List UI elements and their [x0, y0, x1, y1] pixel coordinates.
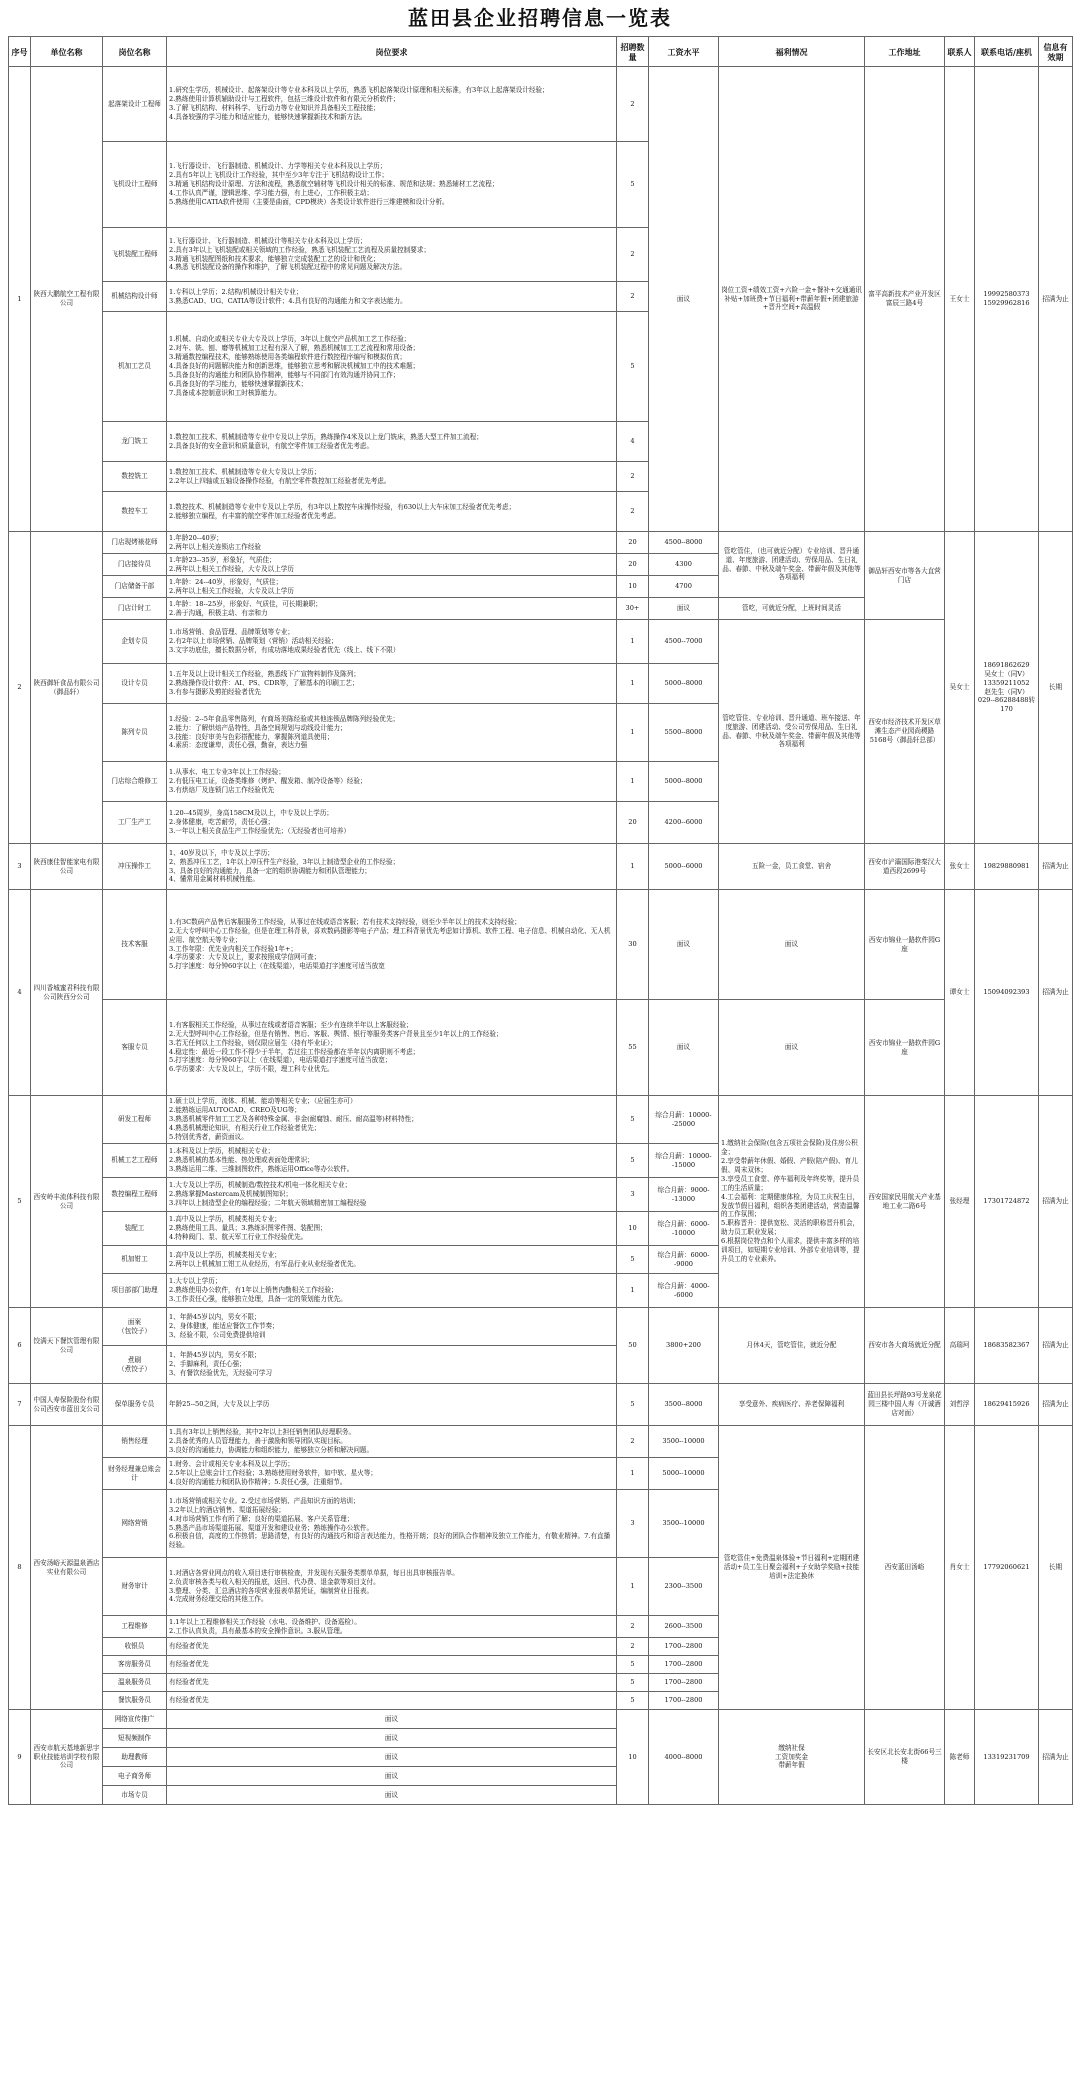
- job-requirements: 1.本科及以上学历，机械相关专业； 2.熟悉机械的基本性能、热处理或表面处理常识； 3.熟练运用二维、三维制图软件，熟练运用Office等办公软件。: [167, 1144, 617, 1178]
- job-name: 机械结构设计师: [103, 282, 167, 312]
- salary: 综合月薪：6000--10000: [649, 1212, 719, 1246]
- table-body: [9, 67, 1073, 1805]
- job-requirements: 有经验者优先: [167, 1674, 617, 1692]
- company-name: 西安岭丰流体科技有限公司: [31, 1096, 103, 1308]
- salary: 3800+200: [649, 1308, 719, 1384]
- work-address: 御品轩西安市等各大直营门店: [865, 532, 945, 620]
- job-requirements: 1.具有3年以上销售经验，其中2年以上担任销售团队经理职务。 2.具备优秀的人员管理能力，善于激励和领导团队实现目标。 3.良好的沟通能力，协调能力和组织能力，能够独立分析和解决问题。: [167, 1426, 617, 1458]
- job-count: 2: [617, 1616, 649, 1638]
- job-requirements: 1.大专以上学历； 2.熟练使用办公软件，有1年以上销售内勤相关工作经验； 3.工作责任心强，能够独立处理，具备一定的策划能力优先。: [167, 1274, 617, 1308]
- job-name: 短视频制作: [103, 1729, 167, 1748]
- salary: 4700: [649, 576, 719, 598]
- job-name: 项目部部门助理: [103, 1274, 167, 1308]
- work-address: 西安市锦业一路软件园G座: [865, 1000, 945, 1096]
- welfare: 管吃，可就近分配，上班时间灵活: [719, 598, 865, 620]
- job-count: 10: [617, 1710, 649, 1805]
- work-address: 西安市浐灞国际港秦汉大道西段2699号: [865, 844, 945, 890]
- header-row: [9, 37, 1073, 67]
- job-name: 财务审计: [103, 1558, 167, 1616]
- work-address: 西安市经济技术开发区草滩生态产业园尚稷路5168号（御品轩总部）: [865, 620, 945, 844]
- job-count: 2: [617, 282, 649, 312]
- job-name: 企划专员: [103, 620, 167, 664]
- job-count: 2: [617, 1638, 649, 1656]
- job-count: 1: [617, 620, 649, 664]
- salary: 2300--3500: [649, 1558, 719, 1616]
- job-requirements: 面议: [167, 1710, 617, 1729]
- work-address: 西安蓝田汤峪: [865, 1426, 945, 1710]
- welfare: 管吃管住+免费温泉体验+节日福利+定期团建活动+员工生日聚会福利+子女助学奖励+技能培训+法定换休: [719, 1426, 865, 1710]
- job-name: 客房服务员: [103, 1656, 167, 1674]
- contact-phone: 17301724872: [975, 1096, 1039, 1308]
- job-count: 10: [617, 576, 649, 598]
- job-count: 5: [617, 1384, 649, 1426]
- validity: 招满为止: [1039, 1384, 1073, 1426]
- job-requirements: 1.经验：2--5年食品零售陈列，有商场美陈经验或其他连锁品牌陈列经验优先； 2.能力：了解烘焙产品特性，具备空间规划与动线设计能力； 3.技能：良好审美与色彩搭配能力，掌握陈列道具使用； 4.素质：态度谦卑，责任心强，勤奋，表达力强: [167, 704, 617, 762]
- job-requirements: 1.年龄：24--40岁，形象好，气质佳； 2.两年以上相关工作经验，大专及以上学历: [167, 576, 617, 598]
- contact-person: 陈老师: [945, 1710, 975, 1805]
- job-requirements: 1.年龄23--35岁，形象好，气质佳； 2.两年以上相关工作经验，大专及以上学历: [167, 554, 617, 576]
- contact-person: 张经理: [945, 1096, 975, 1308]
- table-cell: 9: [9, 1710, 31, 1805]
- job-count: 2: [617, 228, 649, 282]
- job-name: 研发工程师: [103, 1096, 167, 1144]
- contact-phone: 18683582367: [975, 1308, 1039, 1384]
- salary: 综合月薪：6000--9000: [649, 1246, 719, 1274]
- job-count: 20: [617, 802, 649, 844]
- job-name: 龙门铣工: [103, 422, 167, 462]
- job-count: 5: [617, 1246, 649, 1274]
- validity: 招满为止: [1039, 844, 1073, 890]
- job-name: 数控编程工程师: [103, 1178, 167, 1212]
- job-name: 技术客服: [103, 890, 167, 1000]
- table-row: [9, 844, 1073, 890]
- job-requirements: 1、年龄45岁以内，男女不限； 2、身体健康，能适应餐饮工作节奏； 3、经验不限，公司免费提供培训: [167, 1308, 617, 1346]
- contact-phone: 18629415926: [975, 1384, 1039, 1426]
- job-count: 2: [617, 1426, 649, 1458]
- salary: 5000--6000: [649, 844, 719, 890]
- salary: 5500--8000: [649, 704, 719, 762]
- job-name: 收银员: [103, 1638, 167, 1656]
- job-name: 门店储备干部: [103, 576, 167, 598]
- job-requirements: 1.对酒店各营业网点的收入项目进行审核检查，并发现有关服务类票单单据，每日出具审核报告单。 2.负责审核各类与收入相关的报底，返回、代办费、退金款等项目支付。 3.整理、分类、汇总酒店的各项营业报表单据凭证，编制营业日报表。 4.完成财务经理交给的其他工作。: [167, 1558, 617, 1616]
- job-count: 20: [617, 532, 649, 554]
- job-requirements: 年龄25--50之间，大专及以上学历: [167, 1384, 617, 1426]
- salary: 面议: [649, 598, 719, 620]
- job-name: 数控车工: [103, 492, 167, 532]
- job-name: 飞机设计工程师: [103, 142, 167, 228]
- job-requirements: 1.20--45周岁，身高158CM及以上，中专及以上学历； 2.身体健康，吃苦耐劳，责任心强； 3.一年以上相关食品生产工作经验优先；（无经验者也可培养）: [167, 802, 617, 844]
- job-count: 2: [617, 462, 649, 492]
- table-row: [9, 1384, 1073, 1426]
- job-requirements: 面议: [167, 1748, 617, 1767]
- contact-person: 谭女士: [945, 890, 975, 1096]
- job-count: 1: [617, 1274, 649, 1308]
- job-name: 煮刷 （煮饺子）: [103, 1346, 167, 1384]
- salary: 5000--10000: [649, 1458, 719, 1490]
- contact-phone: 19829880981: [975, 844, 1039, 890]
- welfare: 1.缴纳社会保险(包含五项社会保险)及住房公积金； 2.享受带薪年休假、婚假、产假(陪产假)、育儿假、周末双休； 3.享受员工食堂、停车福利及年终奖等，提升员工的生活质量； 4.工会福利：定期健康体检，为员工庆祝生日，发放节假日福利，组织各类团建活动，营造温馨的工作氛围； 5.职称晋升：提供宽松、灵活的职称晋升机会，助力员工职业发展； 6.根据岗位特点和个人需求，提供丰富多样的培训项目，如短期专业培训、外部专业培训等，提升员工的专业素养。: [719, 1096, 865, 1308]
- header-cell: 联系人: [945, 37, 975, 67]
- header-cell: 工资水平: [649, 37, 719, 67]
- table-row: [9, 67, 1073, 142]
- salary: 1700--2800: [649, 1638, 719, 1656]
- welfare: 面议: [719, 890, 865, 1000]
- salary: 3500--10000: [649, 1426, 719, 1458]
- job-name: 销售经理: [103, 1426, 167, 1458]
- job-count: 55: [617, 1000, 649, 1096]
- job-count: 20: [617, 554, 649, 576]
- job-name: 门店接待员: [103, 554, 167, 576]
- job-name: 冲压操作工: [103, 844, 167, 890]
- table-cell: 3: [9, 844, 31, 890]
- table-cell: 2: [9, 532, 31, 844]
- header-cell: 序号: [9, 37, 31, 67]
- job-name: 温泉服务员: [103, 1674, 167, 1692]
- header-cell: 福利情况: [719, 37, 865, 67]
- job-count: 10: [617, 1212, 649, 1246]
- job-count: 1: [617, 664, 649, 704]
- job-name: 数控铣工: [103, 462, 167, 492]
- company-name: 西安汤峪天源温泉酒店实业有限公司: [31, 1426, 103, 1710]
- job-count: 3: [617, 1178, 649, 1212]
- job-requirements: 1.从事水、电工专业3年以上工作经验； 2.有低压电工证，设备类维修（烤炉、醒发箱、制冷设备等）经验； 3.有烘焙厂及连锁门店工作经验优先: [167, 762, 617, 802]
- job-name: 设计专员: [103, 664, 167, 704]
- job-requirements: 有经验者优先: [167, 1656, 617, 1674]
- header-cell: 单位名称: [31, 37, 103, 67]
- table-cell: 5: [9, 1096, 31, 1308]
- job-count: 50: [617, 1308, 649, 1384]
- company-name: 陕西大鹏航空工程有限公司: [31, 67, 103, 532]
- table-row: [9, 620, 1073, 664]
- contact-person: 高瑞珂: [945, 1308, 975, 1384]
- contact-person: 吴女士: [945, 532, 975, 844]
- job-name: 陈列专员: [103, 704, 167, 762]
- table-row: [9, 1000, 1073, 1096]
- salary: 面议: [649, 1000, 719, 1096]
- job-requirements: 面议: [167, 1729, 617, 1748]
- job-requirements: 1.年龄20--40岁； 2.两年以上相关连锁店工作经验: [167, 532, 617, 554]
- table-cell: 8: [9, 1426, 31, 1710]
- job-count: 5: [617, 1144, 649, 1178]
- work-address: 西安国家民用航天产业基地工业二路6号: [865, 1096, 945, 1308]
- job-name: 门店综合维修工: [103, 762, 167, 802]
- job-count: 1: [617, 1558, 649, 1616]
- job-count: 2: [617, 492, 649, 532]
- job-requirements: 有经验者优先: [167, 1692, 617, 1710]
- job-name: 装配工: [103, 1212, 167, 1246]
- job-requirements: 1、40岁及以下，中专及以上学历； 2、熟悉冲压工艺，1年以上冲压件生产经验，3年以上制造型企业的工作经验； 3、具备良好的沟通能力，具备一定的组织协调能力和团队管理能力； 4、懂常用金属材料机械性能。: [167, 844, 617, 890]
- job-name: 市场专员: [103, 1786, 167, 1805]
- job-requirements: 1.大专及以上学历，机械制造/数控技术/机电一体化相关专业； 2.熟练掌握Mastercam及机械制图知识； 3.四年以上制造型企业的编程经验；二年航天领域精密加工编程经验: [167, 1178, 617, 1212]
- work-address: 西安市锦业一路软件园G座: [865, 890, 945, 1000]
- job-requirements: 1.数控技术、机械制造等专业中专及以上学历，有3年以上数控车床操作经验，有630以上大车床加工经验者优先考虑； 2.能够独立编程，有丰富的航空零件加工经验者优先考虑。: [167, 492, 617, 532]
- job-requirements: 1.硕士以上学历，流体、机械、能动等相关专业；（应届生亦可） 2.能熟练运用AUTOCAD、CREO及UG等； 3.熟悉机械零件加工工艺及各种特殊金属、非金(耐腐蚀、耐压、耐高温等)材料特性； 4.熟悉机械理论知识，有相关行业工作经验者优先； 5.特别优秀者，薪资面议。: [167, 1096, 617, 1144]
- job-requirements: 1.研究生学历，机械设计、起落架设计等专业本科及以上学历，熟悉飞机起落架设计原理和相关标准，有3年以上起落架设计经验； 2.熟练使用计算机辅助设计与工程软件，包括三维设计软件和有限元分析软件； 3.了解飞机结构、材料科学、飞行动力等专业知识并具备相关工程技能； 4.具备较强的学习能力和适应能力，能够快速掌握新技术和新方法。: [167, 67, 617, 142]
- welfare: 管吃管住、专业培训、晋升通道、班车接送、年度旅游、团建活动、受公司劳保用品、生日礼品、春節、中秋及端午奖金、带薪年假及其他等各项福利: [719, 620, 865, 844]
- salary: 4000--8000: [649, 1710, 719, 1805]
- job-requirements: 1.数控加工技术、机械制造等专业大专及以上学历； 2.2年以上四轴或五轴设备操作经验，有航空零件数控加工经验者优先考虑。: [167, 462, 617, 492]
- job-name: 客服专员: [103, 1000, 167, 1096]
- job-requirements: 1.年龄：18--25岁，形象好、气质佳，可长期兼职； 2.善于沟通，积极主动、有亲和力: [167, 598, 617, 620]
- welfare: 管吃管住，（也可就近分配）专业培训、晋升通道、年度旅游、团建活动、劳保用品、生日礼品、春節、中秋及端午奖金、带薪年假及其他等各项福利: [719, 532, 865, 598]
- job-name: 机械工艺工程师: [103, 1144, 167, 1178]
- job-requirements: 面议: [167, 1767, 617, 1786]
- salary: 2600--3500: [649, 1616, 719, 1638]
- table-row: [9, 1308, 1073, 1346]
- welfare: 岗位工资+绩效工资+六险一金+餐补+交通通讯补贴+加班费+节日福利+带薪年假+团建旅游+晋升空间+高温假: [719, 67, 865, 532]
- header-cell: 岗位名称: [103, 37, 167, 67]
- company-name: 四川香城蜜君科技有限公司陕西分公司: [31, 890, 103, 1096]
- salary: 5000--8000: [649, 664, 719, 704]
- job-name: 餐饮服务员: [103, 1692, 167, 1710]
- welfare: 享受意外、疾病医疗、养老保障福利: [719, 1384, 865, 1426]
- table-row: [9, 890, 1073, 1000]
- header-cell: 工作地址: [865, 37, 945, 67]
- salary: 综合月薪：10000--15000: [649, 1144, 719, 1178]
- job-requirements: 1.数控加工技术、机械制造等专业中专及以上学历，熟练操作4米及以上龙门铣床，熟悉大型工件加工流程； 2.具备良好的安全意识和质量意识，有航空零件加工经验者优先考虑。: [167, 422, 617, 462]
- job-count: 5: [617, 1692, 649, 1710]
- work-address: 西安市各大商场就近分配: [865, 1308, 945, 1384]
- job-count: 30: [617, 890, 649, 1000]
- table-cell: 1: [9, 67, 31, 532]
- job-name: 电子商务师: [103, 1767, 167, 1786]
- salary: 面议: [649, 890, 719, 1000]
- job-count: 5: [617, 312, 649, 422]
- salary: 4500--8000: [649, 532, 719, 554]
- job-count: 5: [617, 1674, 649, 1692]
- job-count: 5: [617, 1096, 649, 1144]
- job-requirements: 1.市场营销或相关专业。2.受过市场营销、产品知识方面的培训； 3.2年以上的酒店销售、渠道拓展经验； 4.对市场营销工作有所了解；良好的渠道拓展、客户关系管理； 5.熟悉产品市场渠道拓展、渠道开发和建设业务；熟练操作办公软件。 6.积极自信，高度的工作热情；思路清楚，有良好的沟通技巧和语言表达能力，性格开朗；良好的团队合作精神及独立工作能力，有敬业精神。7.有直播经验。: [167, 1490, 617, 1558]
- job-count: 4: [617, 422, 649, 462]
- salary: 3500--10000: [649, 1490, 719, 1558]
- contact-phone: 18691862629 吴女士（同V） 13359211052 赵先生（同V） 029--86288488转170: [975, 532, 1039, 844]
- salary: 4500--7000: [649, 620, 719, 664]
- job-name: 机加工艺员: [103, 312, 167, 422]
- validity: 招满为止: [1039, 890, 1073, 1096]
- salary: 5000--8000: [649, 762, 719, 802]
- contact-phone: 19992580373 15929962816: [975, 67, 1039, 532]
- job-requirements: 1.飞行器设计、飞行器制造、机械设计、力学等相关专业本科及以上学历； 2.具有5年以上飞机设计工作经验，其中至少3年专注于飞机结构设计工作； 3.精通飞机结构设计原理、方法和流程，熟悉航空辅材等飞机设计相关的标准、规范和法规；熟悉辅材工艺流程； 4.工作认真严谨，逻辑思维、学习能力强，有上进心，工作积极主动； 5.熟练使用CATIA软件使用（主要是曲面，CPD模块）各类设计软件进行三维建模和设计分析。: [167, 142, 617, 228]
- job-name: 面案 （包饺子）: [103, 1308, 167, 1346]
- table-row: [9, 1426, 1073, 1458]
- table-row: [9, 1096, 1073, 1144]
- job-name: 助理教师: [103, 1748, 167, 1767]
- salary: 综合月薪：4000--6000: [649, 1274, 719, 1308]
- validity: 长期: [1039, 532, 1073, 844]
- salary: 4200--6000: [649, 802, 719, 844]
- job-requirements: 1.高中及以上学历，机械类相关专业； 2.熟练使用工具、量具；3.熟练识图零件图、装配图； 4.特种阀门、泵、航天军工行业工作经验优先。: [167, 1212, 617, 1246]
- validity: 招满为止: [1039, 67, 1073, 532]
- job-count: 1: [617, 1458, 649, 1490]
- job-requirements: 1.飞行器设计、飞行器制造、机械设计等相关专业本科及以上学历； 2.具有3年以上飞机装配或相关领域的工作经验，熟悉飞机装配工艺流程及质量控制要求； 3.精通飞机装配图纸和技术要求，能够独立完成装配工艺的设计和优化； 4.熟悉飞机装配设备的操作和维护，了解飞机装配过程中的常见问题及解决方法。: [167, 228, 617, 282]
- validity: 招满为止: [1039, 1710, 1073, 1805]
- header-cell: 岗位要求: [167, 37, 617, 67]
- job-count: 1: [617, 844, 649, 890]
- job-name: 网络营销: [103, 1490, 167, 1558]
- contact-person: 张女士: [945, 844, 975, 890]
- job-requirements: 1.市场营销、食品管理、品牌策划等专业； 2.有2年以上市场营销、品牌策划（营销）活动相关经验； 3.文字功底佳，擅长数据分析，有成功落地成果经验者优先（线上、线下不限）: [167, 620, 617, 664]
- table-cell: 6: [9, 1308, 31, 1384]
- contact-person: 刘哲浮: [945, 1384, 975, 1426]
- header-cell: 招聘数量: [617, 37, 649, 67]
- validity: 长期: [1039, 1426, 1073, 1710]
- contact-person: 王女士: [945, 67, 975, 532]
- job-name: 起落架设计工程师: [103, 67, 167, 142]
- job-requirements: 1.1年以上工程维修相关工作经验（水电、设备维护、设备巡检）。 2.工作认真负责，具有最基本的安全操作意识。3.服从管理。: [167, 1616, 617, 1638]
- salary: 面议: [649, 67, 719, 532]
- welfare: 月休4天，管吃管住，就近分配: [719, 1308, 865, 1384]
- welfare: 五险一金，员工食堂、宿舍: [719, 844, 865, 890]
- job-requirements: 1.有客服相关工作经验，从事过在线或者语音客服；至少有连续半年以上客服经验； 2.无大型呼叫中心工作经验，但是有销售、售后、客服、舆情、银行等服务类客户背景且至少1年以上的工作经验； 3.若无任何以上工作经验，则仅限应届生（持有毕业证）； 4.稳定性：最近一段工作不得少于半年，若过往工作经验都在半年以内离职则不考虑； 5.打字速度：每分钟60字以上（在线渠道），电话渠道打字速度可适当放宽； 6.学历要求：大专及以上，学历不限，理工科专业优先。: [167, 1000, 617, 1096]
- header-cell: 联系电话/座机: [975, 37, 1039, 67]
- job-requirements: 1.机械、自动化或相关专业大专及以上学历，3年以上航空产品机加工艺工作经验； 2.对车、铣、刨、磨等机械加工过程有深入了解，熟悉机械加工工艺流程和常用设备； 3.精通数控编程技术，能够熟练使用各类编程软件进行数控程序编写和模拟仿真； 4.具备良好的问题解决能力和创新思维，能够独立思考和解决机械加工中的技术难题； 5.具备良好的沟通能力和团队协作精神，能够与不同部门有效沟通并协同工作； 6.具备良好的学习能力，能够快速掌握新技术； 7.具备成本控制意识和工时核算能力。: [167, 312, 617, 422]
- validity: 招满为止: [1039, 1096, 1073, 1308]
- table-cell: 4: [9, 890, 31, 1096]
- salary: 综合月薪：9000--13000: [649, 1178, 719, 1212]
- job-requirements: 有经验者优先: [167, 1638, 617, 1656]
- salary: 1700--2800: [649, 1692, 719, 1710]
- job-count: 30+: [617, 598, 649, 620]
- welfare: 面议: [719, 1000, 865, 1096]
- job-requirements: 面议: [167, 1786, 617, 1805]
- job-count: 1: [617, 704, 649, 762]
- work-address: 蓝田县长坪路93号龙泉花园三楼中国人寿（开诚酒店对面）: [865, 1384, 945, 1426]
- job-name: 保单服务专员: [103, 1384, 167, 1426]
- salary: 1700--2800: [649, 1674, 719, 1692]
- work-address: 富平高新技术产业开发区富辰三路4号: [865, 67, 945, 532]
- table-row: [9, 1710, 1073, 1729]
- company-name: 中国人寿保险股份有限公司西安市蓝田支公司: [31, 1384, 103, 1426]
- recruitment-table: [8, 36, 1073, 1805]
- table-cell: 7: [9, 1384, 31, 1426]
- job-count: 5: [617, 1656, 649, 1674]
- job-name: 门店计时工: [103, 598, 167, 620]
- contact-phone: 13319231709: [975, 1710, 1039, 1805]
- company-name: 陕西康佳智能家电有限公司: [31, 844, 103, 890]
- job-name: 网络宣传推广: [103, 1710, 167, 1729]
- work-address: 长安区北长安北街66号三楼: [865, 1710, 945, 1805]
- salary: 4300: [649, 554, 719, 576]
- job-name: 工厂生产工: [103, 802, 167, 844]
- validity: 招满为止: [1039, 1308, 1073, 1384]
- salary: 1700--2800: [649, 1656, 719, 1674]
- company-name: 饺满天下餐饮管理有限公司: [31, 1308, 103, 1384]
- job-name: 机加钳工: [103, 1246, 167, 1274]
- job-name: 工程维修: [103, 1616, 167, 1638]
- job-name: 门店现烤裱花师: [103, 532, 167, 554]
- job-count: 5: [617, 142, 649, 228]
- job-requirements: 1、年龄45岁以内，男女不限； 2、手脚麻利，责任心强； 3、有餐饮经验优先，无经验可学习: [167, 1346, 617, 1384]
- job-requirements: 1.专科以上学历；2.结构/机械设计相关专业； 3.熟悉CAD、UG、CATIA等设计软件；4.具有良好的沟通能力和文字表达能力。: [167, 282, 617, 312]
- job-requirements: 1.有3C数码产品售后客服服务工作经验，从事过在线或语音客服；若有技术支持经验，则至少半年以上的技术支持经验； 2.无大专呼叫中心工作经验，但是在理工科背景，喜欢数码摄影等电子产品；理工科背景优先考虑如计算机、软件工程、电子信息、机械自动化、无人机应用、航空航天等专业； 3.工作年限：优先业内相关工作经验1年+； 4.学历要求：大专及以上，要求按照成学信网可查； 5.打字速度：每分钟60字以上（在线渠道），电话渠道打字速度可适当放宽: [167, 890, 617, 1000]
- job-name: 飞机装配工程师: [103, 228, 167, 282]
- job-requirements: 1.高中及以上学历，机械类相关专业； 2.两年以上机械加工钳工从业经历，有军品行业从业经验者优先。: [167, 1246, 617, 1274]
- page-title: 蓝田县企业招聘信息一览表: [408, 6, 672, 30]
- job-name: 财务经理兼总账会计: [103, 1458, 167, 1490]
- job-count: 2: [617, 67, 649, 142]
- salary: 综合月薪：10000--25000: [649, 1096, 719, 1144]
- table-row: [9, 532, 1073, 554]
- contact-phone: 15094092393: [975, 890, 1039, 1096]
- welfare: 缴纳社保 工资加奖金 带薪年假: [719, 1710, 865, 1805]
- company-name: 陕西御轩食品有限公司（御品轩）: [31, 532, 103, 844]
- job-count: 1: [617, 762, 649, 802]
- contact-person: 肖女士: [945, 1426, 975, 1710]
- salary: 3500--8000: [649, 1384, 719, 1426]
- company-name: 西安市航天基地新思宇职业技能培训学校有限公司: [31, 1710, 103, 1805]
- job-requirements: 1.财务、会计或相关专业本科及以上学历； 2.5年以上总账会计工作经验；3.熟练使用财务软件，如中软、星火等； 4.良好的沟通能力和团队协作精神；5.责任心强，注重细节。: [167, 1458, 617, 1490]
- contact-phone: 17792060621: [975, 1426, 1039, 1710]
- job-requirements: 1.五年及以上设计相关工作经验，熟悉线下广宣物料制作及陈列； 2.熟练操作设计软件：AI、PS、CDR等，了解基本的印刷工艺； 3.有参与摄影及剪拍经验者优先: [167, 664, 617, 704]
- job-count: 3: [617, 1490, 649, 1558]
- recruitment-sheet: [8, 0, 1072, 1805]
- header-cell: 信息有效期: [1039, 37, 1073, 67]
